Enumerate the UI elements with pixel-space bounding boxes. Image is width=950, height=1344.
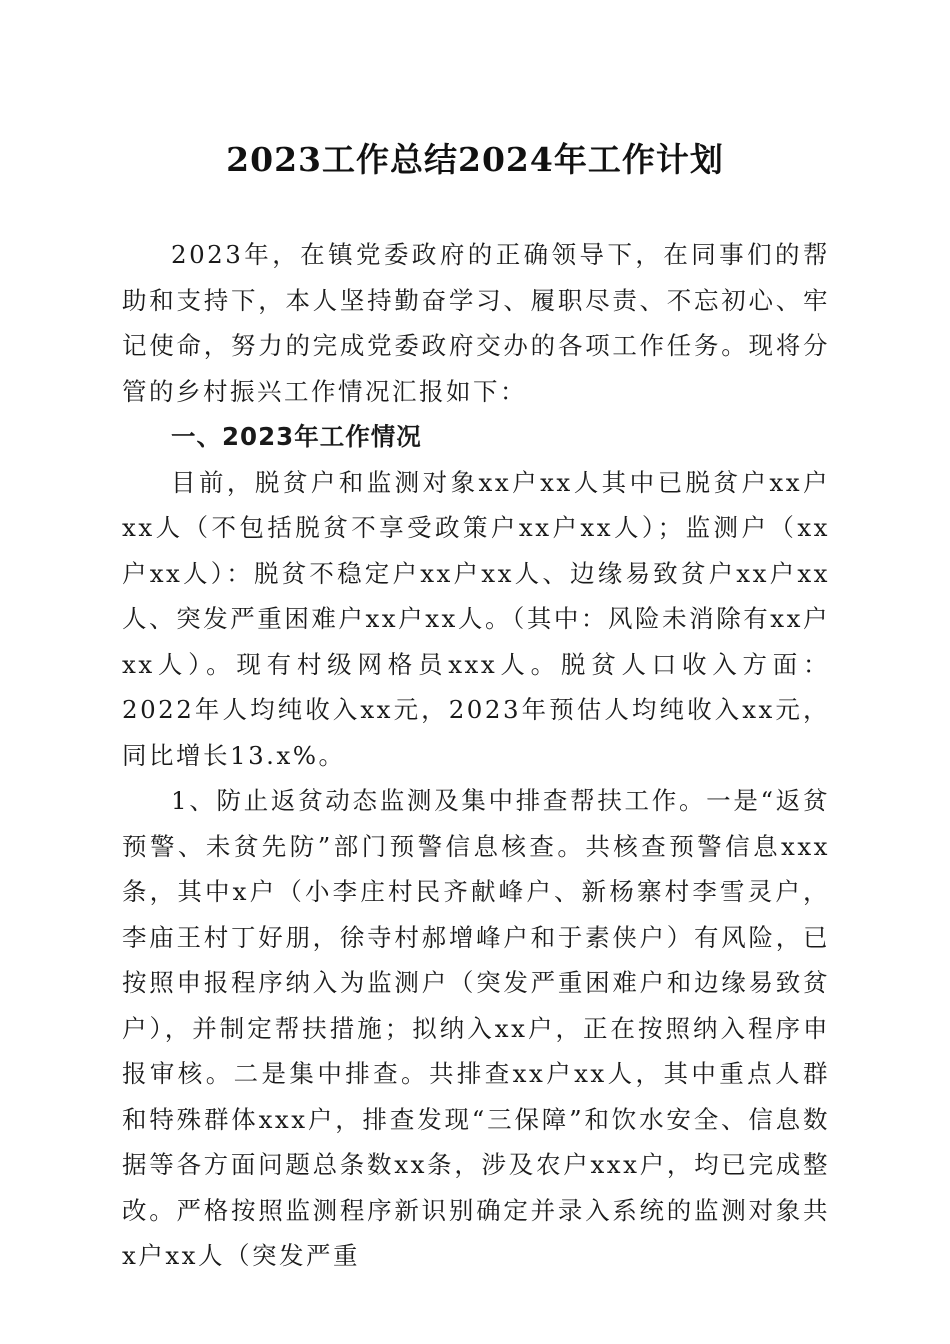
body-paragraph: 目前，脱贫户和监测对象xx户xx人其中已脱贫户xx户xx人（不包括脱贫不享受政策户xx户xx人）；监测户（xx户xx人）：脱贫不稳定户xx户xx人、边缘易致贫户xx户xx人、突发严重困难户xx户xx人。（其中：风险未消除有xx户xx人）。现有村级网格员xxx人。脱贫人口收入方面：2022年人均纯收入xx元，2023年预估人均纯收入xx元，同比增长13.x%。 — [122, 467, 830, 770]
body-paragraph: 1、防止返贫动态监测及集中排查帮扶工作。一是“返贫预警、未贫先防”部门预警信息核查。共核查预警信息xxx条，其中x户（小李庄村民齐献峰户、新杨寨村李雪灵户，李庙王村丁好朋，徐寺村郝增峰户和于素侠户）有风险，已按照申报程序纳入为监测户（突发严重困难户和边缘易致贫户），并制定帮扶措施；拟纳入xx户，正在按照纳入程序申报审核。二是集中排查。共排查xx户xx人，其中重点人群和特殊群体xxx户，排查发现“三保障”和饮水安全、信息数据等各方面问题总条数xx条，涉及农户xxx户，均已完成整改。严格按照监测程序新识别确定并录入系统的监测对象共x户xx人（突发严重 — [122, 786, 830, 1270]
document-body — [122, 232, 830, 1279]
section-heading: 一、2023年工作情况 — [171, 422, 422, 451]
intro-paragraph: 2023年，在镇党委政府的正确领导下，在同事们的帮助和支持下，本人坚持勤奋学习、履职尽责、不忘初心、牢记使命，努力的完成党委政府交办的各项工作任务。现将分管的乡村振兴工作情况汇报如下： — [122, 240, 830, 406]
document-title: 2023工作总结2024年工作计划 — [226, 140, 724, 179]
